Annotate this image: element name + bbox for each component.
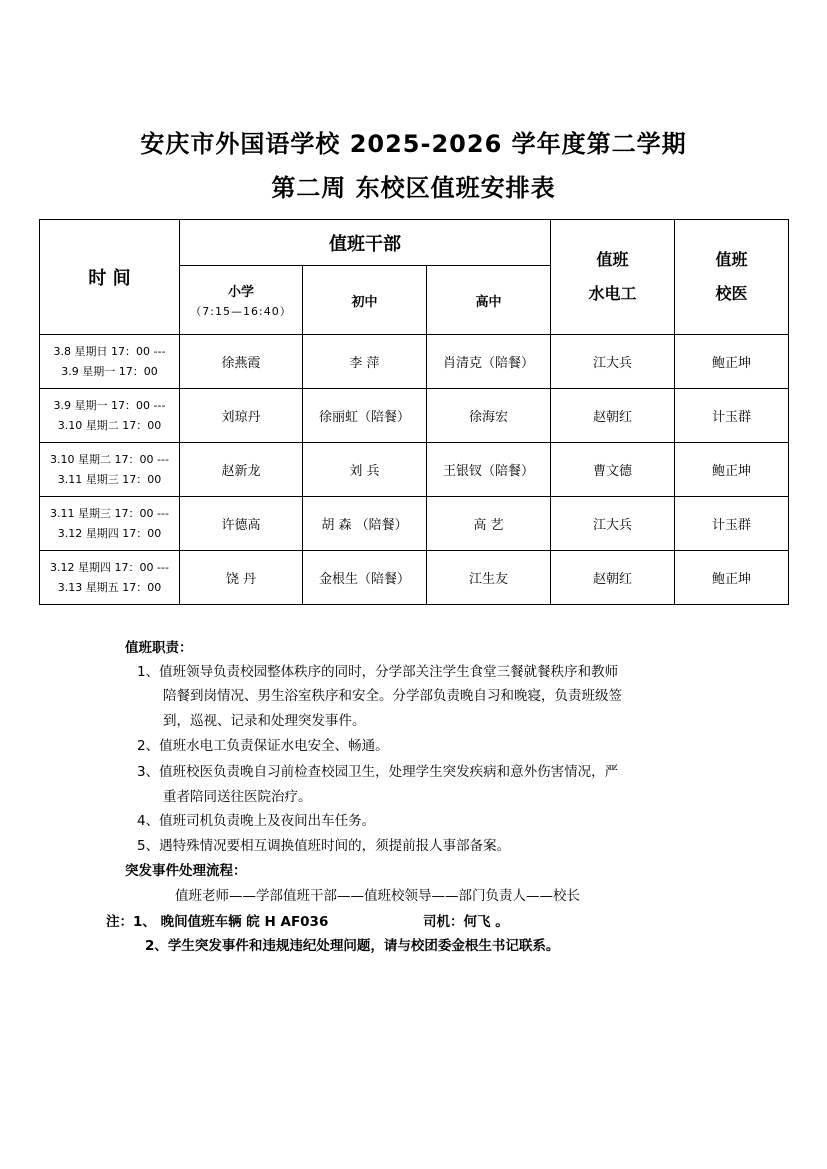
time-end: 3.10 星期二 17：00 — [57, 418, 162, 432]
duty-schedule-table — [39, 219, 789, 605]
doctor-cell: 鲍正坤 — [675, 551, 789, 605]
senior-cell: 肖清克（陪餐） — [427, 335, 551, 389]
doctor-cell: 计玉群 — [675, 389, 789, 443]
header-cadre: 值班干部 — [180, 220, 551, 266]
junior-cell: 金根生（陪餐） — [303, 551, 427, 605]
header-junior: 初中 — [303, 266, 427, 335]
note-vehicle: 注：1、 晚间值班车辆 皖 H AF036 — [106, 914, 329, 930]
header-doctor — [675, 220, 789, 335]
duty-item-2: 2、值班水电工负责保证水电安全、畅通。 — [137, 738, 389, 754]
time-cell — [40, 551, 180, 605]
time-start: 3.11 星期三 17：00 --- — [50, 506, 169, 520]
doctor-cell: 计玉群 — [675, 497, 789, 551]
header-primary-hours: （7:15—16:40） — [190, 305, 292, 318]
header-senior: 高中 — [427, 266, 551, 335]
note-contact: 2、学生突发事件和违规违纪处理问题，请与校团委金根生书记联系。 — [145, 938, 560, 954]
header-electrician — [551, 220, 675, 335]
senior-cell: 王银钗（陪餐） — [427, 443, 551, 497]
electrician-cell: 曹文德 — [551, 443, 675, 497]
duty-item-1-cont2: 到，巡视、记录和处理突发事件。 — [163, 713, 366, 729]
flow-heading: 突发事件处理流程： — [125, 863, 247, 879]
header-primary — [180, 266, 303, 335]
table-row — [40, 551, 789, 605]
header-primary-label: 小学 — [227, 285, 254, 300]
header-electrician-line2: 水电工 — [588, 284, 637, 303]
senior-cell: 高 艺 — [427, 497, 551, 551]
duty-item-4: 4、值班司机负责晚上及夜间出车任务。 — [137, 813, 376, 829]
duty-item-5: 5、遇特殊情况要相互调换值班时间的，须提前报人事部备案。 — [137, 838, 511, 854]
primary-cell: 许德高 — [180, 497, 303, 551]
primary-cell: 刘琼丹 — [180, 389, 303, 443]
primary-cell: 徐燕霞 — [180, 335, 303, 389]
doctor-cell: 鲍正坤 — [675, 335, 789, 389]
junior-cell: 徐丽虹（陪餐） — [303, 389, 427, 443]
time-end: 3.9 星期一 17：00 — [61, 364, 158, 378]
time-end: 3.11 星期三 17：00 — [57, 472, 162, 486]
time-start: 3.12 星期四 17：00 --- — [50, 560, 169, 574]
header-time: 时 间 — [40, 220, 180, 335]
junior-cell: 李 萍 — [303, 335, 427, 389]
primary-cell: 赵新龙 — [180, 443, 303, 497]
duty-item-1: 1、值班领导负责校园整体秩序的同时，分学部关注学生食堂三餐就餐秩序和教师 — [137, 664, 619, 680]
header-electrician-line1: 值班 — [596, 250, 629, 269]
flow-steps: 值班老师——学部值班干部——值班校领导——部门负责人——校长 — [175, 888, 580, 904]
time-cell — [40, 335, 180, 389]
time-end: 3.13 星期五 17：00 — [57, 580, 162, 594]
note-driver: 司机：何飞 。 — [423, 914, 509, 930]
electrician-cell: 江大兵 — [551, 497, 675, 551]
time-start: 3.10 星期二 17：00 --- — [50, 452, 169, 466]
table-row — [40, 443, 789, 497]
page-title: 安庆市外国语学校 2025-2026 学年度第二学期 — [140, 130, 687, 158]
duty-item-1-cont: 陪餐到岗情况、男生浴室秩序和安全。分学部负责晚自习和晚寝，负责班级签 — [163, 688, 622, 704]
table-row — [40, 497, 789, 551]
electrician-cell: 赵朝红 — [551, 389, 675, 443]
table-row — [40, 389, 789, 443]
doctor-cell: 鲍正坤 — [675, 443, 789, 497]
time-cell — [40, 497, 180, 551]
time-start: 3.8 星期日 17：00 --- — [53, 344, 166, 358]
time-cell — [40, 443, 180, 497]
header-doctor-line1: 值班 — [715, 250, 748, 269]
senior-cell: 徐海宏 — [427, 389, 551, 443]
junior-cell: 胡 森 （陪餐） — [303, 497, 427, 551]
time-cell — [40, 389, 180, 443]
electrician-cell: 赵朝红 — [551, 551, 675, 605]
time-end: 3.12 星期四 17：00 — [57, 526, 162, 540]
duties-heading: 值班职责： — [125, 640, 193, 656]
electrician-cell: 江大兵 — [551, 335, 675, 389]
primary-cell: 饶 丹 — [180, 551, 303, 605]
duty-item-3: 3、值班校医负责晚自习前检查校园卫生，处理学生突发疾病和意外伤害情况，严 — [137, 764, 619, 780]
senior-cell: 江生友 — [427, 551, 551, 605]
junior-cell: 刘 兵 — [303, 443, 427, 497]
duty-item-3-cont: 重者陪同送往医院治疗。 — [163, 789, 312, 805]
header-doctor-line2: 校医 — [715, 284, 748, 303]
page-subtitle: 第二周 东校区值班安排表 — [271, 174, 556, 202]
table-row — [40, 335, 789, 389]
time-start: 3.9 星期一 17：00 --- — [53, 398, 166, 412]
